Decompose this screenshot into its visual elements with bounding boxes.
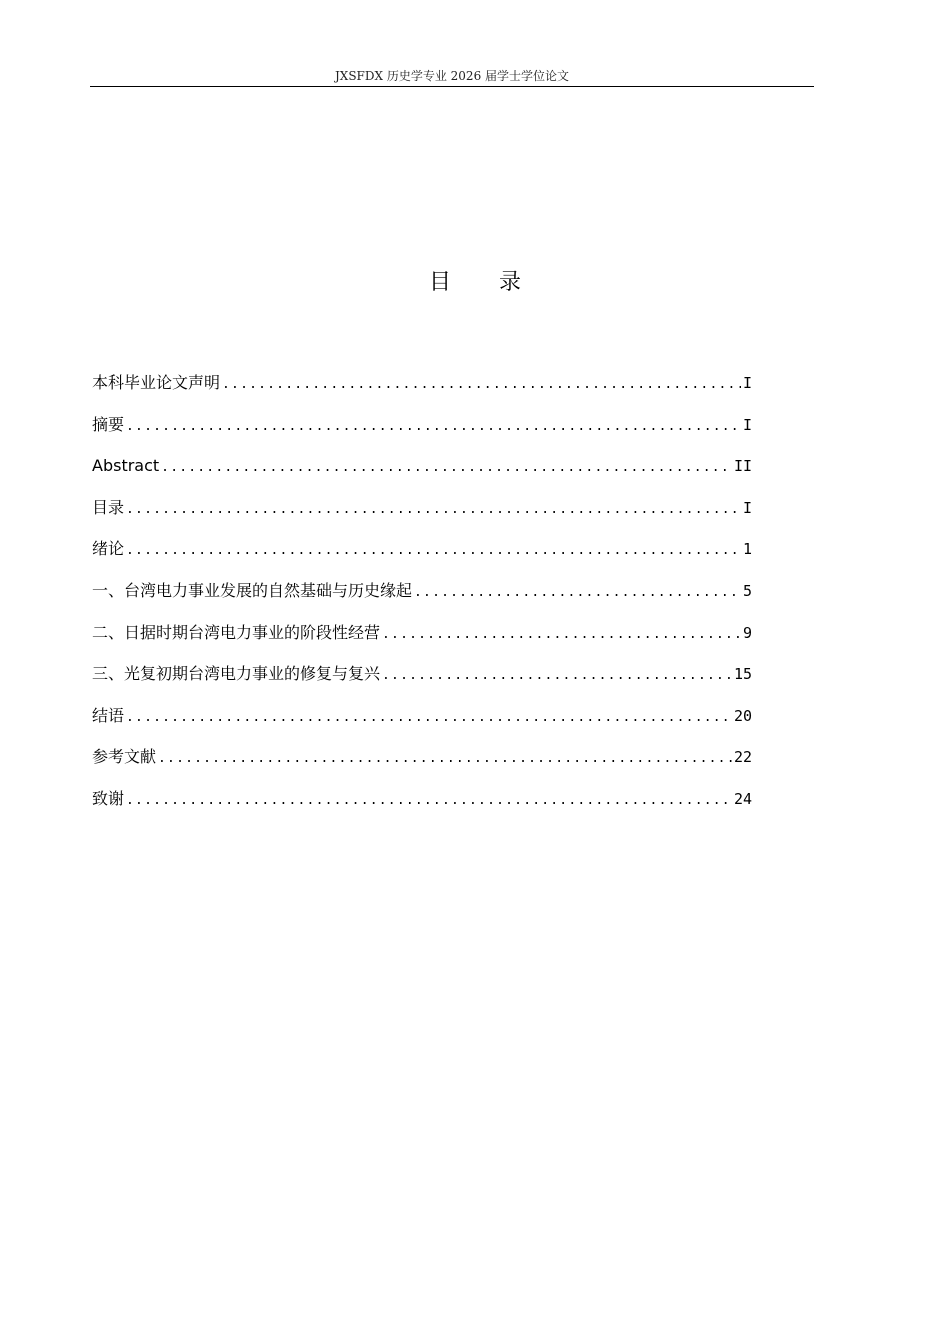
toc-entry-label: 结语	[92, 705, 125, 725]
toc-entry-introduction[interactable]	[92, 534, 752, 576]
toc-entry-declaration[interactable]	[92, 368, 752, 410]
running-header-text: JXSFDX 历史学专业 2026 届学士学位论文	[334, 69, 570, 83]
toc-dot-leader	[382, 620, 741, 650]
toc-dot-leader	[158, 744, 732, 774]
toc-entry-abstract-en[interactable]	[92, 451, 752, 493]
toc-entry-page: 5	[742, 581, 752, 600]
toc-entry-page: 1	[742, 540, 752, 559]
toc-entry-page: I	[742, 498, 752, 517]
toc-entry-page: II	[733, 457, 752, 476]
toc-entry-label: 摘要	[92, 414, 125, 434]
toc-entry-abstract-cn[interactable]	[92, 410, 752, 452]
toc-dot-leader	[126, 412, 741, 442]
toc-entry-acknowledgements[interactable]	[92, 784, 752, 826]
toc-dot-leader	[222, 370, 741, 400]
toc-entry-page: 15	[733, 665, 752, 684]
toc-entry-label: 目录	[92, 497, 125, 517]
toc-entry-page: I	[742, 415, 752, 434]
toc-entry-label: 参考文献	[92, 747, 157, 767]
toc-entry-label: 一、台湾电力事业发展的自然基础与历史缘起	[92, 580, 413, 600]
toc-dot-leader	[382, 661, 732, 691]
toc-entry-contents[interactable]	[92, 493, 752, 535]
toc-entry-label: Abstract	[92, 456, 160, 476]
toc-dot-leader	[414, 578, 741, 608]
toc-entry-conclusion[interactable]	[92, 701, 752, 743]
toc-entry-page: 20	[733, 706, 752, 725]
toc-dot-leader	[126, 536, 741, 566]
toc-entry-chapter-1[interactable]	[92, 576, 752, 618]
toc-entry-label: 致谢	[92, 788, 125, 808]
toc-dot-leader	[126, 495, 741, 525]
toc-entry-label: 二、日据时期台湾电力事业的阶段性经营	[92, 622, 381, 642]
running-header	[90, 66, 814, 87]
toc-entry-references[interactable]	[92, 742, 752, 784]
toc-entry-label: 绪论	[92, 539, 125, 559]
toc-entry-label: 三、光复初期台湾电力事业的修复与复兴	[92, 664, 381, 684]
toc-entry-chapter-2[interactable]	[92, 618, 752, 660]
toc-entry-label: 本科毕业论文声明	[92, 373, 221, 392]
toc-entry-chapter-3[interactable]	[92, 659, 752, 701]
toc-list	[92, 368, 752, 826]
toc-entry-page: 22	[733, 748, 752, 767]
toc-dot-leader	[126, 786, 732, 816]
toc-entry-page: I	[742, 374, 752, 392]
toc-title: 目录	[428, 270, 569, 295]
toc-dot-leader	[161, 453, 732, 483]
toc-entry-page: 9	[742, 623, 752, 642]
toc-entry-page: 24	[733, 789, 752, 808]
toc-dot-leader	[126, 703, 732, 733]
